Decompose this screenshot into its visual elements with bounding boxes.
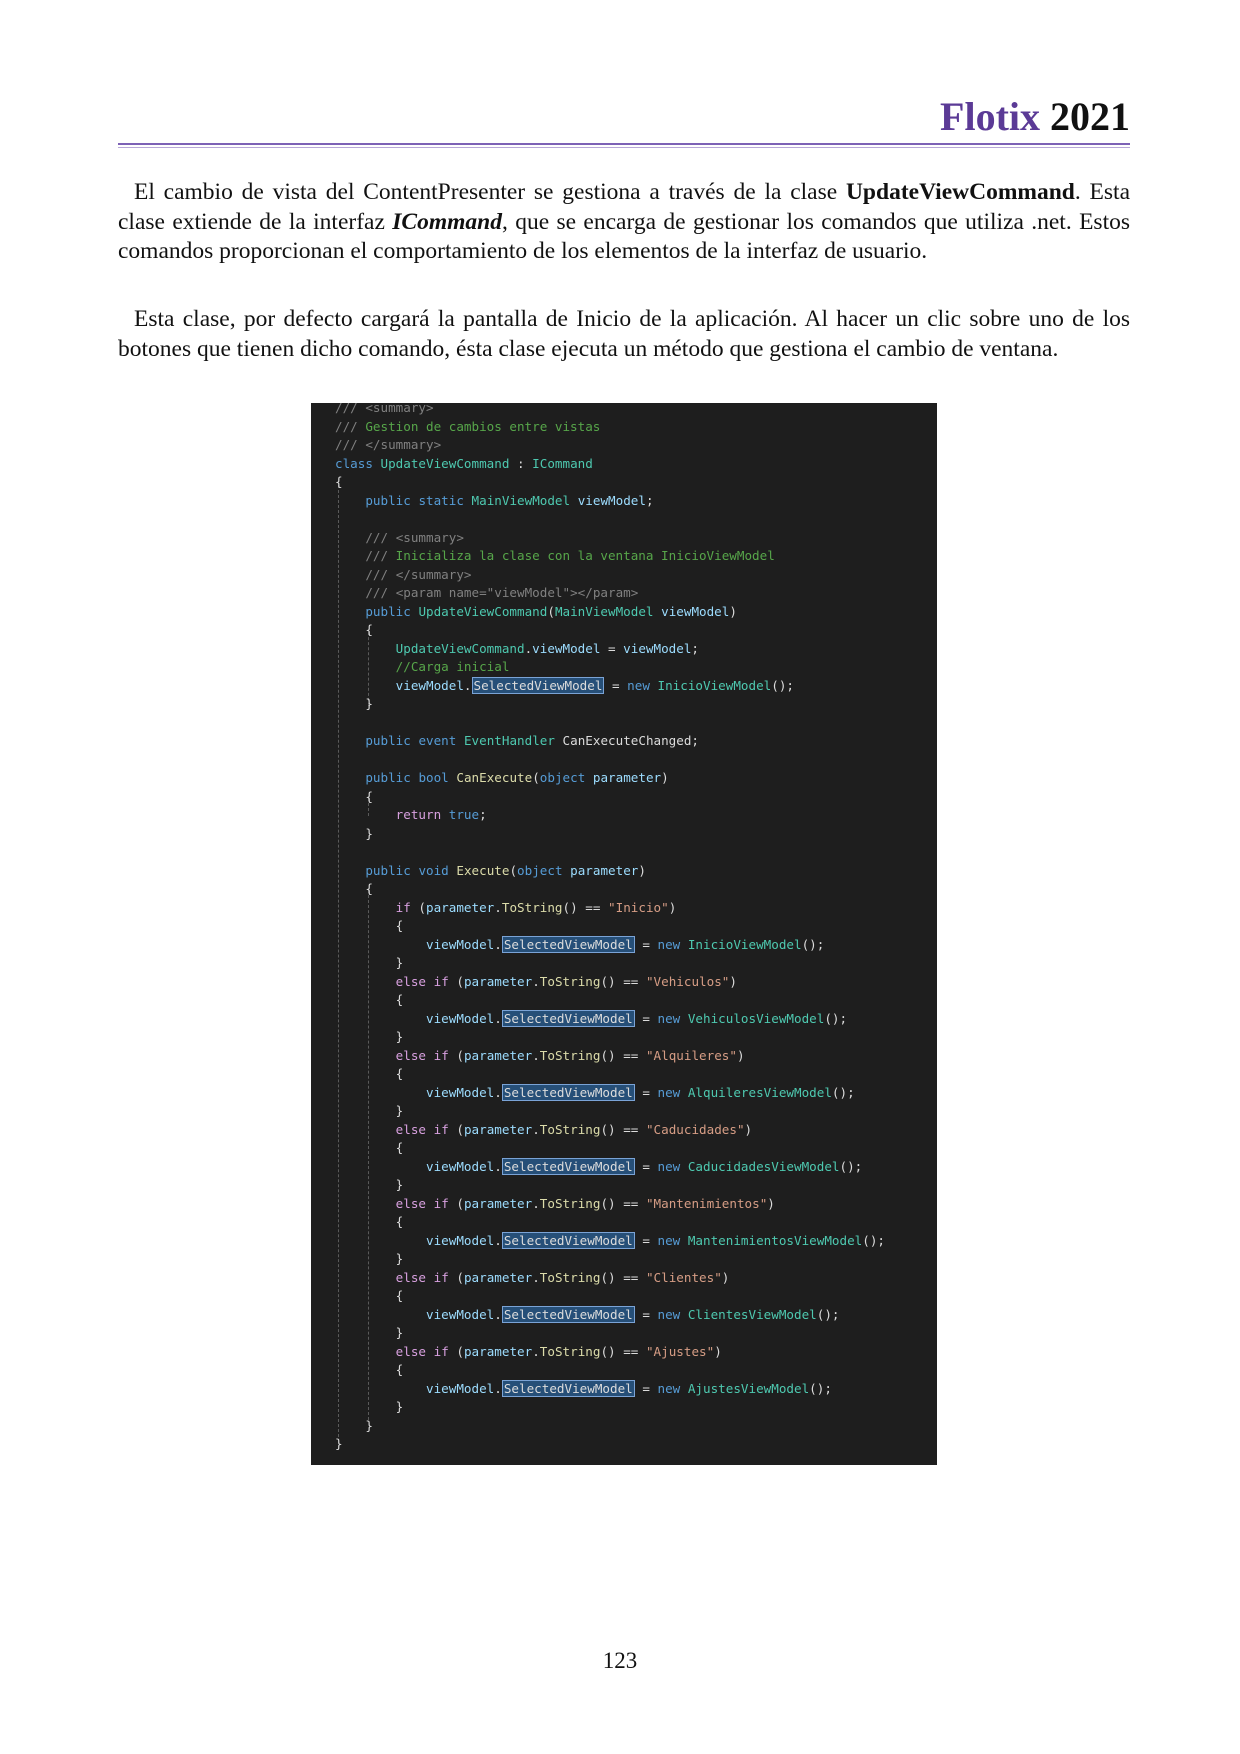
header-rule [118, 143, 1130, 145]
code-line: { [335, 622, 373, 637]
code-line: else if (parameter.ToString() == "Ajustes") [395, 1343, 722, 1359]
p1-bold-interface-name: ICommand [392, 208, 502, 235]
code-line: else if (parameter.ToString() == "Mantenimientos") [395, 1195, 775, 1211]
code-line: public static MainViewModel viewModel; [365, 492, 654, 508]
code-line: { [335, 1214, 404, 1229]
code-line: viewModel. SelectedViewModel = new InicioViewModel(); [426, 936, 825, 952]
code-line: viewModel. SelectedViewModel = new InicioViewModel(); [395, 677, 794, 693]
code-line: } [335, 1436, 343, 1451]
code-line: viewModel. SelectedViewModel = new ClientesViewModel(); [426, 1306, 840, 1322]
code-line: class UpdateViewCommand : ICommand [335, 455, 593, 471]
code-line: viewModel. SelectedViewModel = new AlquileresViewModel(); [426, 1084, 855, 1100]
page-header [118, 92, 1130, 142]
code-line: } [335, 825, 373, 841]
code-block [335, 403, 885, 1454]
code-line: { [335, 918, 404, 933]
code-line: public event EventHandler CanExecuteChanged; [365, 733, 700, 748]
code-line: { [335, 788, 373, 804]
code-line: } [335, 1417, 373, 1433]
code-line: UpdateViewCommand.viewModel = viewModel; [395, 640, 700, 656]
page-number: 123 [602, 1648, 638, 1673]
code-line: viewModel. SelectedViewModel = new CaducidadesViewModel(); [426, 1158, 863, 1174]
code-line: } [335, 1251, 404, 1266]
code-line: else if (parameter.ToString() == "Caducidades") [395, 1121, 753, 1137]
code-line: } [335, 1399, 404, 1414]
code-line: } [335, 1177, 404, 1192]
code-line: viewModel. SelectedViewModel = new AjustesViewModel(); [426, 1380, 832, 1396]
header-brand: Flotix [940, 94, 1040, 139]
code-line: viewModel. SelectedViewModel = new MantenimientosViewModel(); [426, 1232, 885, 1248]
code-line: { [335, 1140, 404, 1155]
code-screenshot [311, 403, 937, 1465]
code-line: { [335, 881, 373, 896]
code-line: /// </summary> [335, 437, 442, 452]
p1-text-3: , que se encarga de gestionar los comandos que utiliza .net. Estos comandos proporcionan el comportamiento de los elementos de la interfaz de usuario. [118, 208, 1130, 264]
code-line: else if (parameter.ToString() == "Vehiculos") [395, 973, 737, 989]
code-line: { [335, 474, 343, 489]
code-line: /// Inicializa la clase con la ventana InicioViewModel [365, 548, 775, 563]
code-line: public void Execute(object parameter) [365, 862, 646, 878]
p1-bold-class-name: UpdateViewCommand [845, 179, 1075, 205]
code-line: } [335, 1325, 404, 1340]
code-line: //Carga inicial [395, 659, 510, 674]
code-line: } [335, 1029, 404, 1044]
code-line [335, 751, 885, 770]
code-line: /// <summary> [335, 403, 434, 415]
header-rule-thin [118, 147, 1130, 148]
code-line: viewModel. SelectedViewModel = new VehiculosViewModel(); [426, 1010, 848, 1026]
paragraph-2: Esta clase, por defecto cargará la pantalla de Inicio de la aplicación. Al hacer un clic sobre uno de los botones que tienen dicho comando, ésta clase ejecuta un método que gestiona el cambio de ventana. [118, 306, 1130, 362]
p1-text-2: . Esta clase extiende de la interfaz [118, 179, 1130, 235]
code-line: else if (parameter.ToString() == "Clientes") [395, 1269, 730, 1285]
code-line [335, 843, 885, 862]
code-line: return true; [395, 807, 487, 822]
code-line: } [335, 955, 404, 970]
code-line [335, 714, 885, 733]
code-line: { [335, 1288, 404, 1303]
code-line: { [335, 1362, 404, 1377]
code-line: if (parameter.ToString() == "Inicio") [395, 899, 677, 915]
code-line: /// Gestion de cambios entre vistas [335, 418, 601, 434]
code-line: /// </summary> [365, 566, 472, 582]
code-line: public bool CanExecute(object parameter) [365, 770, 669, 785]
code-line: /// <summary> [365, 529, 464, 545]
header-year: 2021 [1050, 94, 1130, 139]
code-line: public UpdateViewCommand(MainViewModel viewModel) [365, 603, 737, 619]
code-line [335, 510, 885, 529]
code-line: /// <param name="viewModel"></param> [365, 585, 639, 600]
paragraph-1 [118, 178, 1130, 267]
code-line: } [335, 1103, 404, 1118]
code-line: } [335, 696, 373, 711]
code-line: else if (parameter.ToString() == "Alquileres") [395, 1047, 745, 1063]
code-line: { [335, 1066, 404, 1081]
p1-text-1: El cambio de vista del ContentPresenter se gestiona a través de la clase [134, 179, 846, 205]
code-line: { [335, 992, 404, 1007]
